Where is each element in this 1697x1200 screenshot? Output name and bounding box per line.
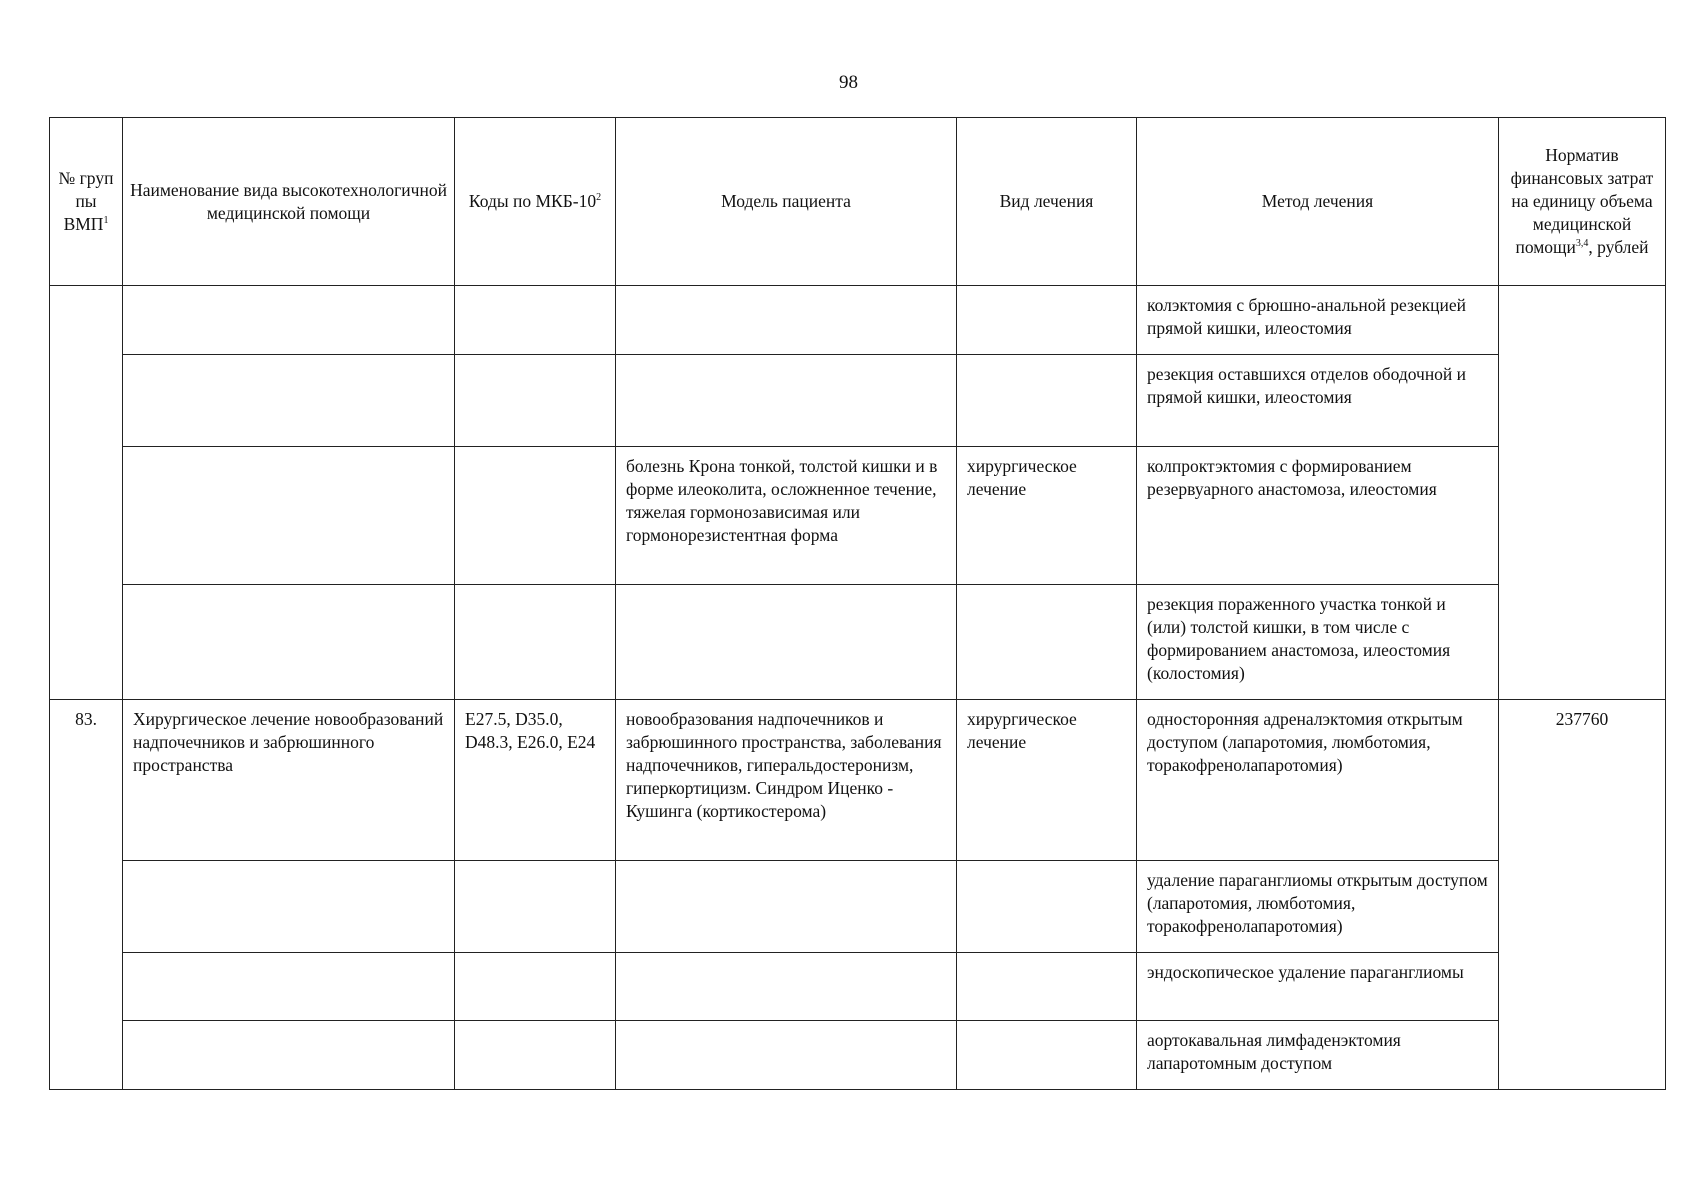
treatment-type-cell bbox=[957, 286, 1137, 355]
header-service-name: Наименование вида высокотехнологичной медицинской помощи bbox=[123, 118, 455, 286]
treatment-type-cell bbox=[957, 953, 1137, 1021]
treatment-type-cell: хирургическое лечение bbox=[957, 447, 1137, 585]
icd-codes-cell bbox=[455, 861, 616, 953]
table-row bbox=[50, 861, 1666, 953]
service-name-cell: Хирургическое лечение новообразований надпочечников и забрюшинного пространства bbox=[123, 700, 455, 861]
service-name-cell bbox=[123, 447, 455, 585]
cost-norm-cell bbox=[1499, 286, 1666, 700]
service-name-cell bbox=[123, 355, 455, 447]
icd-codes-cell bbox=[455, 585, 616, 700]
treatment-method-cell: колэктомия с брюшно-анальной резекцией прямой кишки, илеостомия bbox=[1137, 286, 1499, 355]
treatment-type-cell bbox=[957, 355, 1137, 447]
table-header-row bbox=[50, 118, 1666, 286]
service-name-cell bbox=[123, 861, 455, 953]
table-row bbox=[50, 1021, 1666, 1090]
patient-model-cell bbox=[616, 953, 957, 1021]
patient-model-cell bbox=[616, 355, 957, 447]
table-row bbox=[50, 700, 1666, 861]
table-row bbox=[50, 447, 1666, 585]
patient-model-cell bbox=[616, 1021, 957, 1090]
header-icd-codes: Коды по МКБ-$10^2$ bbox=[455, 118, 616, 286]
patient-model-cell bbox=[616, 861, 957, 953]
vmp-table bbox=[49, 117, 1666, 1090]
treatment-type-cell bbox=[957, 861, 1137, 953]
icd-codes-cell bbox=[455, 447, 616, 585]
service-name-cell bbox=[123, 1021, 455, 1090]
cost-norm-cell: 237760 bbox=[1499, 700, 1666, 1090]
service-name-cell bbox=[123, 585, 455, 700]
header-group-number: № груп пы ВМП$^1$ bbox=[50, 118, 123, 286]
header-cost-norm: Норматив финансовых затрат на единицу объема медицинской помощи$^{3,4}$, рублей bbox=[1499, 118, 1666, 286]
header-treatment-type: Вид лечения bbox=[957, 118, 1137, 286]
patient-model-cell: болезнь Крона тонкой, толстой кишки и в форме илеоколита, осложненное течение, тяжелая гормонозависимая или гормонорезистентная форма bbox=[616, 447, 957, 585]
treatment-method-cell: эндоскопическое удаление параганглиомы bbox=[1137, 953, 1499, 1021]
table-row bbox=[50, 355, 1666, 447]
treatment-method-cell: резекция оставшихся отделов ободочной и прямой кишки, илеостомия bbox=[1137, 355, 1499, 447]
page-number: 98 bbox=[839, 72, 858, 93]
icd-codes-cell: E27.5, D35.0, D48.3, E26.0, E24 bbox=[455, 700, 616, 861]
patient-model-cell bbox=[616, 286, 957, 355]
treatment-type-cell bbox=[957, 585, 1137, 700]
footnote-mark: 1 bbox=[103, 215, 109, 227]
header-treatment-method: Метод лечения bbox=[1137, 118, 1499, 286]
treatment-type-cell: хирургическое лечение bbox=[957, 700, 1137, 861]
table-row bbox=[50, 953, 1666, 1021]
footnote-mark: 3,4 bbox=[1575, 238, 1589, 250]
icd-codes-cell bbox=[455, 1021, 616, 1090]
patient-model-cell: новообразования надпочечников и забрюшинного пространства, заболевания надпочечников, гиперальдостеронизм, гиперкортицизм. Синдром Иценко - Кушинга (кортикостерома) bbox=[616, 700, 957, 861]
patient-model-cell bbox=[616, 585, 957, 700]
icd-codes-cell bbox=[455, 953, 616, 1021]
treatment-method-cell: удаление параганглиомы открытым доступом (лапаротомия, люмботомия, торакофренолапаротомия) bbox=[1137, 861, 1499, 953]
service-name-cell bbox=[123, 286, 455, 355]
treatment-type-cell bbox=[957, 1021, 1137, 1090]
group-number-cell: 83. bbox=[50, 700, 123, 1090]
icd-codes-cell bbox=[455, 355, 616, 447]
treatment-method-cell: односторонняя адреналэктомия открытым доступом (лапаротомия, люмботомия, торакофренолапаротомия) bbox=[1137, 700, 1499, 861]
footnote-mark: 2 bbox=[596, 192, 602, 204]
icd-codes-cell bbox=[455, 286, 616, 355]
treatment-method-cell: аортокавальная лимфаденэктомия лапаротомным доступом bbox=[1137, 1021, 1499, 1090]
service-name-cell bbox=[123, 953, 455, 1021]
header-patient-model: Модель пациента bbox=[616, 118, 957, 286]
treatment-method-cell: колпроктэктомия с формированием резервуарного анастомоза, илеостомия bbox=[1137, 447, 1499, 585]
group-number-cell bbox=[50, 286, 123, 700]
treatment-method-cell: резекция пораженного участка тонкой и (или) толстой кишки, в том числе с формированием анастомоза, илеостомия (колостомия) bbox=[1137, 585, 1499, 700]
table-row bbox=[50, 286, 1666, 355]
table-row bbox=[50, 585, 1666, 700]
